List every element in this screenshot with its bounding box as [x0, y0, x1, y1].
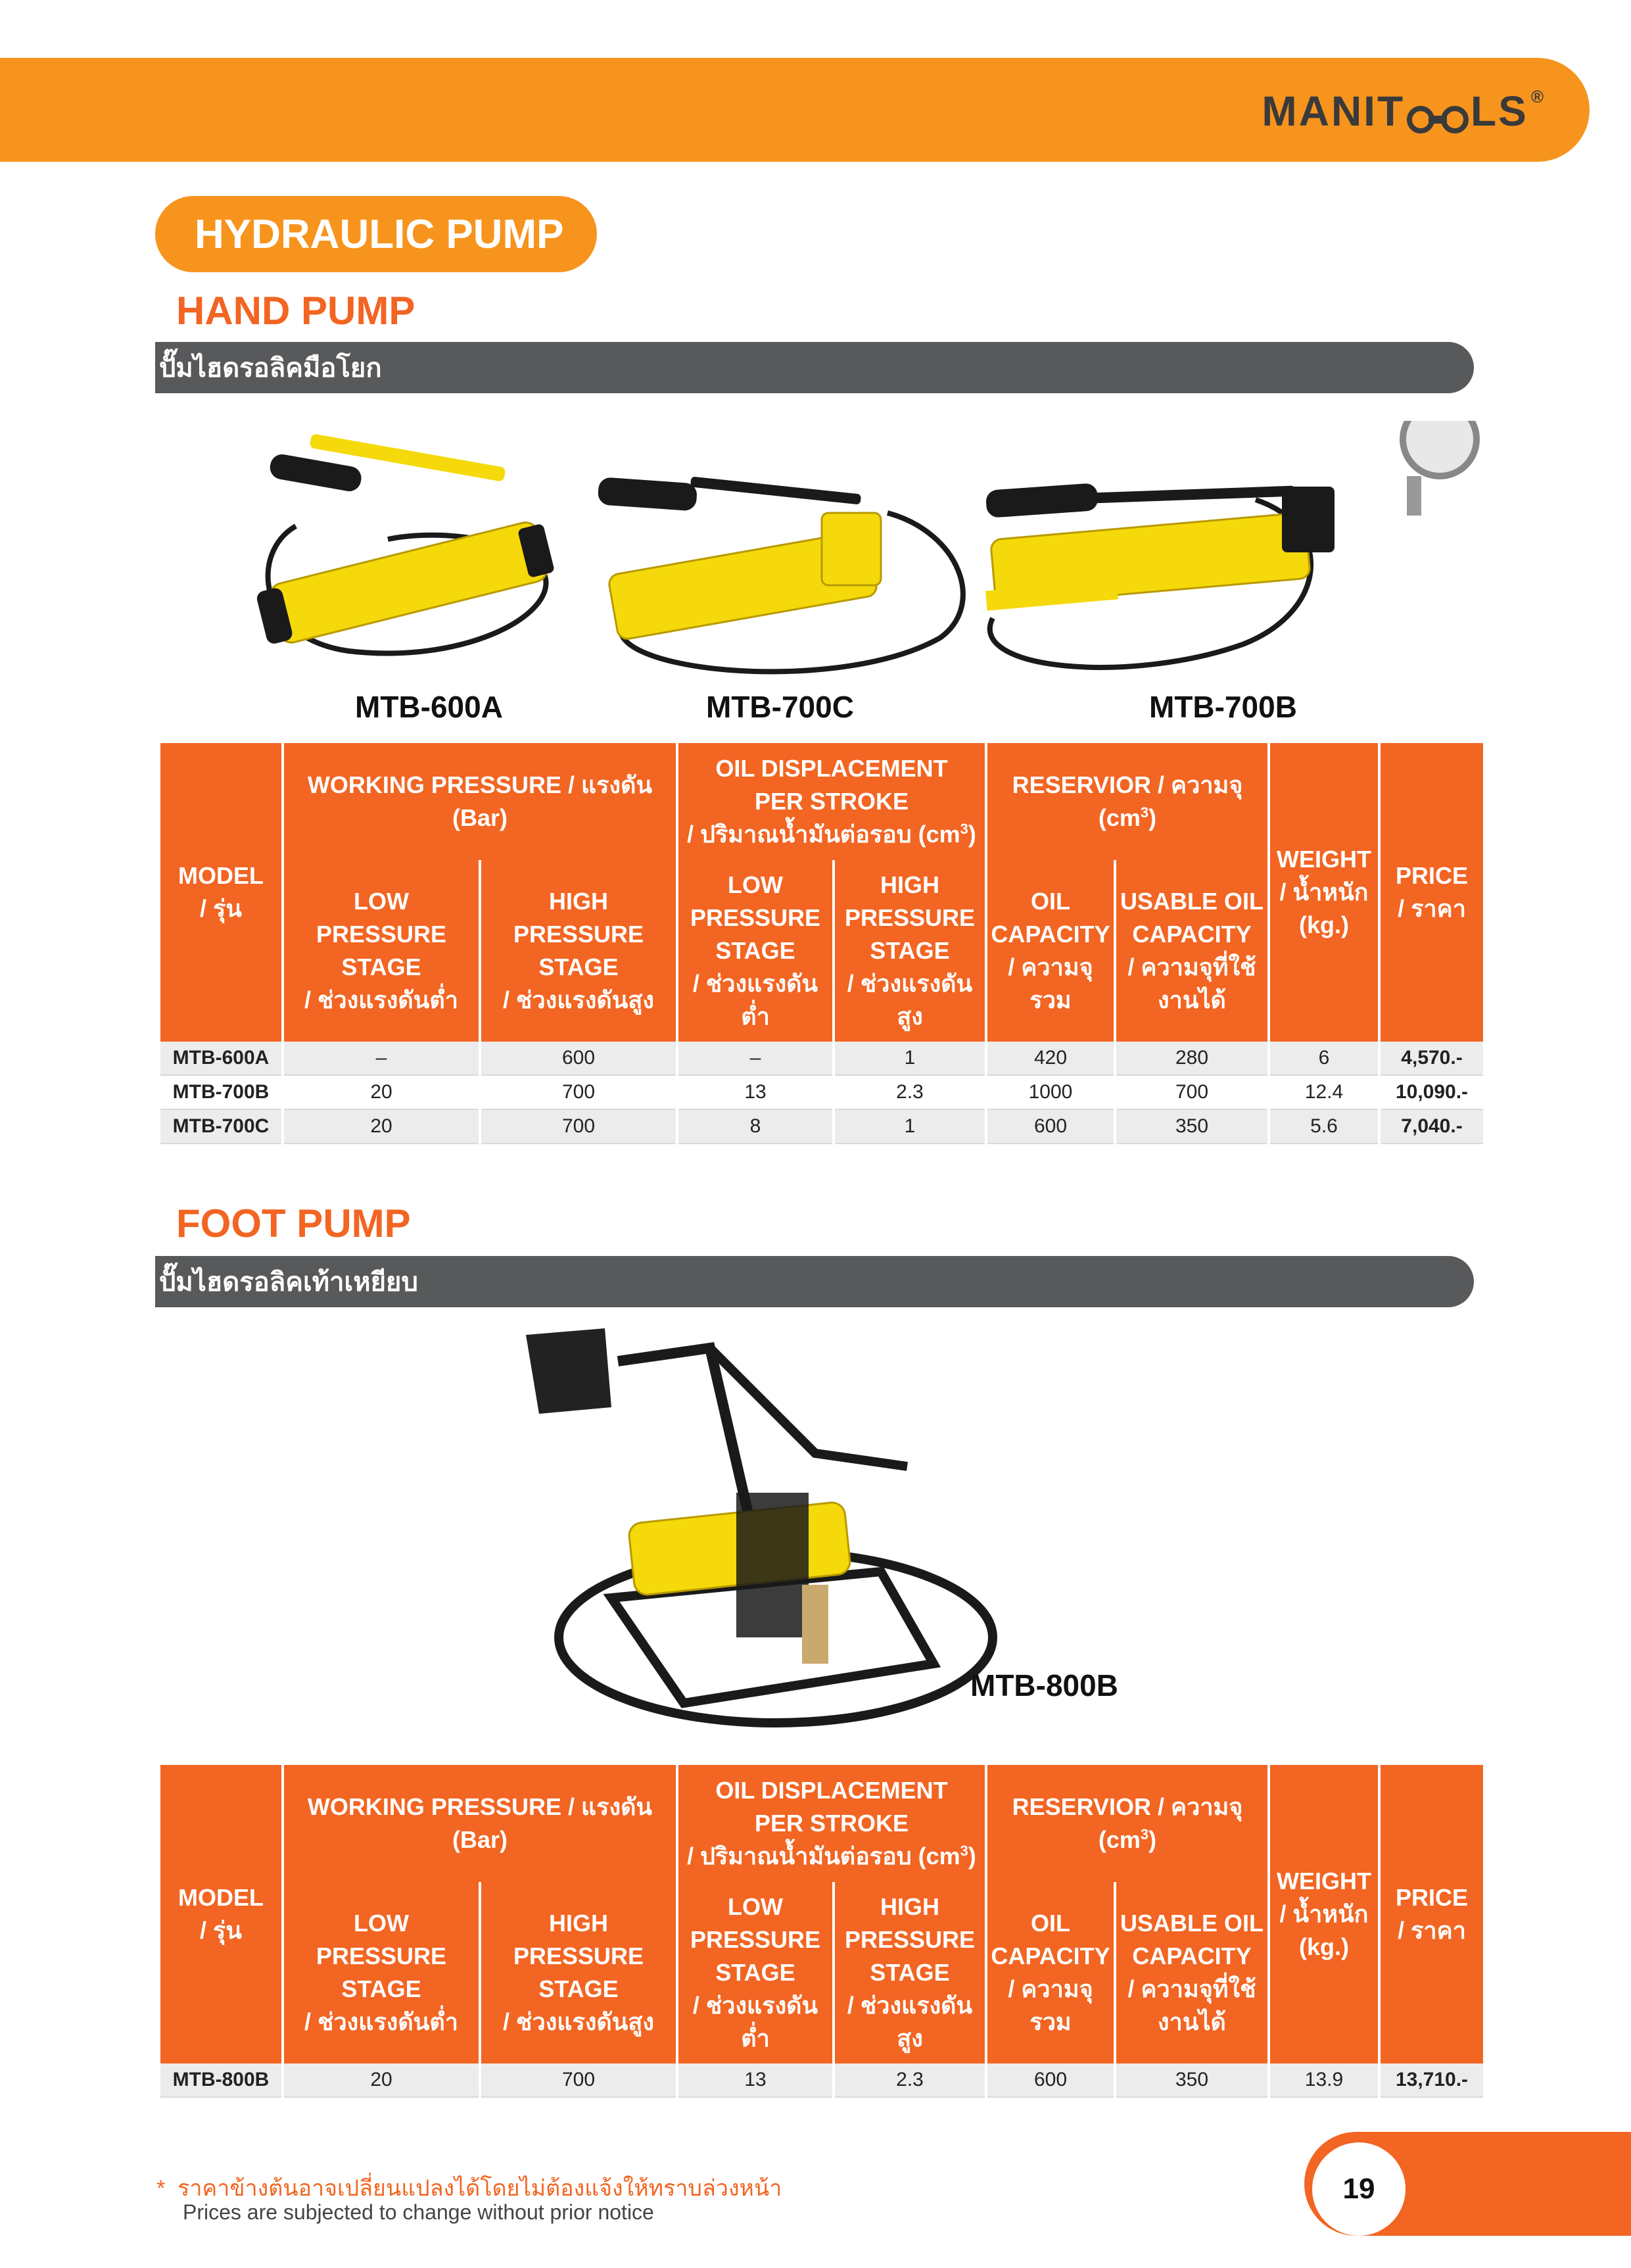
cell-weight: 5.6: [1270, 1110, 1378, 1144]
hand-pump-subtitle-bar: [155, 342, 1474, 393]
footer-note-th: * ราคาข้างต้นอาจเปลี่ยนแปลงได้โดยไม่ต้องแจ้งให้ทราบล่วงหน้า: [156, 2176, 782, 2201]
cell-high-d: 1: [835, 1110, 985, 1144]
header-disp-high: HIGH PRESSURE STAGE / ช่วงแรงดัน สูง: [835, 1882, 985, 2063]
category-pill: HYDRAULIC PUMP: [155, 196, 597, 272]
foot-pump-title: FOOT PUMP: [176, 1201, 411, 1245]
cell-oil: 1000: [987, 1076, 1114, 1110]
cell-weight: 6: [1270, 1042, 1378, 1076]
cell-low-p: 20: [284, 2063, 479, 2098]
header-oil-displacement: OIL DISPLACEMENT PER STROKE / ปริมาณน้ำมันต่อรอบ $(cm^3)$: [678, 743, 985, 860]
page-number: 19: [1312, 2142, 1406, 2236]
foot-pump-spec-table: [158, 1765, 1486, 2098]
foot-pump-subtitle-bar: [155, 1256, 1474, 1307]
header-oil-displacement: OIL DISPLACEMENT PER STROKE / ปริมาณน้ำมันต่อรอบ $(cm^3)$: [678, 1765, 985, 1882]
cell-low-p: 20: [284, 1076, 479, 1110]
cell-high-d: 2.3: [835, 1076, 985, 1110]
cell-low-p: –: [284, 1042, 479, 1076]
cell-usable: 700: [1116, 1076, 1267, 1110]
mtb-700b-image: [985, 421, 1477, 667]
cell-high-p: 700: [481, 1110, 676, 1144]
header-reservior: RESERVIOR / ความจุ $(cm^3)$: [987, 1765, 1267, 1882]
table-row: [160, 1076, 1483, 1110]
caption-mtb-700b: MTB-700B: [1149, 690, 1297, 724]
caption-mtb-800b: MTB-800B: [970, 1668, 1118, 1702]
header-low-pressure-stage: LOW PRESSURE STAGE / ช่วงแรงดันต่ำ: [284, 1882, 479, 2063]
cell-oil: 600: [987, 1110, 1114, 1144]
header-disp-high: HIGH PRESSURE STAGE / ช่วงแรงดัน สูง: [835, 860, 985, 1042]
header-high-pressure-stage: HIGH PRESSURE STAGE / ช่วงแรงดันสูง: [481, 1882, 676, 2063]
brand-logo: MANIT LS ®: [1262, 86, 1546, 135]
table-row: [160, 2063, 1483, 2098]
header-usable-capacity: USABLE OIL CAPACITY / ความจุที่ใช้ งานได้: [1116, 860, 1267, 1042]
header-disp-low: LOW PRESSURE STAGE / ช่วงแรงดัน ต่ำ: [678, 860, 832, 1042]
cell-usable: 350: [1116, 2063, 1267, 2098]
caption-mtb-700c: MTB-700C: [706, 690, 854, 724]
cell-low-p: 20: [284, 1110, 479, 1144]
cell-oil: 420: [987, 1042, 1114, 1076]
cell-high-p: 700: [481, 2063, 676, 2098]
cell-model: MTB-700B: [160, 1076, 281, 1110]
header-usable-capacity: USABLE OIL CAPACITY / ความจุที่ใช้ งานได้: [1116, 1882, 1267, 2063]
header-weight: WEIGHT / น้ำหนัก (kg.): [1270, 743, 1378, 1042]
table-row: [160, 1110, 1483, 1144]
header-working-pressure: WORKING PRESSURE / แรงดัน (Bar): [284, 1765, 676, 1882]
cell-oil: 600: [987, 2063, 1114, 2098]
cell-high-d: 2.3: [835, 2063, 985, 2098]
header-price: PRICE / ราคา: [1381, 743, 1483, 1042]
header-weight: WEIGHT / น้ำหนัก (kg.): [1270, 1765, 1378, 2063]
header-model: MODEL / รุ่น: [160, 1765, 281, 2063]
mtb-700c-image: [598, 476, 963, 671]
cell-price: 4,570.-: [1381, 1042, 1483, 1076]
cell-low-d: 8: [678, 1110, 832, 1144]
foot-pump-image: [513, 1322, 1026, 1743]
header-low-pressure-stage: LOW PRESSURE STAGE / ช่วงแรงดันต่ำ: [284, 860, 479, 1042]
hand-pump-subtitle: ปั๊มไฮดรอลิคมือโยก: [159, 354, 382, 383]
hand-pump-title: HAND PUMP: [176, 289, 415, 333]
header-price: PRICE / ราคา: [1381, 1765, 1483, 2063]
cell-model: MTB-600A: [160, 1042, 281, 1076]
header-oil-capacity: OIL CAPACITY / ความจุ รวม: [987, 1882, 1114, 2063]
footer-note-en: Prices are subjected to change without prior notice: [183, 2200, 654, 2224]
header-working-pressure: WORKING PRESSURE / แรงดัน (Bar): [284, 743, 676, 860]
header-model: MODEL / รุ่น: [160, 743, 281, 1042]
cell-high-d: 1: [835, 1042, 985, 1076]
cell-model: MTB-800B: [160, 2063, 281, 2098]
cell-usable: 280: [1116, 1042, 1267, 1076]
cell-low-d: 13: [678, 2063, 832, 2098]
header-reservior: RESERVIOR / ความจุ $(cm^3)$: [987, 743, 1267, 860]
cell-usable: 350: [1116, 1110, 1267, 1144]
cell-weight: 12.4: [1270, 1076, 1378, 1110]
header-oil-capacity: OIL CAPACITY / ความจุ รวม: [987, 860, 1114, 1042]
foot-pump-subtitle: ปั๊มไฮดรอลิคเท้าเหยียบ: [159, 1268, 418, 1297]
cell-high-p: 600: [481, 1042, 676, 1076]
cell-price: 13,710.-: [1381, 2063, 1483, 2098]
mtb-600a-image: [254, 433, 556, 653]
cell-weight: 13.9: [1270, 2063, 1378, 2098]
caption-mtb-600a: MTB-600A: [355, 690, 503, 724]
cell-low-d: –: [678, 1042, 832, 1076]
hand-pump-spec-table: [158, 743, 1486, 1144]
wrench-icon: [1406, 96, 1469, 126]
table-row: [160, 1042, 1483, 1076]
header-high-pressure-stage: HIGH PRESSURE STAGE / ช่วงแรงดันสูง: [481, 860, 676, 1042]
cell-high-p: 700: [481, 1076, 676, 1110]
hand-pumps-image: [243, 421, 1492, 697]
cell-low-d: 13: [678, 1076, 832, 1110]
header-disp-low: LOW PRESSURE STAGE / ช่วงแรงดัน ต่ำ: [678, 1882, 832, 2063]
cell-model: MTB-700C: [160, 1110, 281, 1144]
cell-price: 10,090.-: [1381, 1076, 1483, 1110]
cell-price: 7,040.-: [1381, 1110, 1483, 1144]
